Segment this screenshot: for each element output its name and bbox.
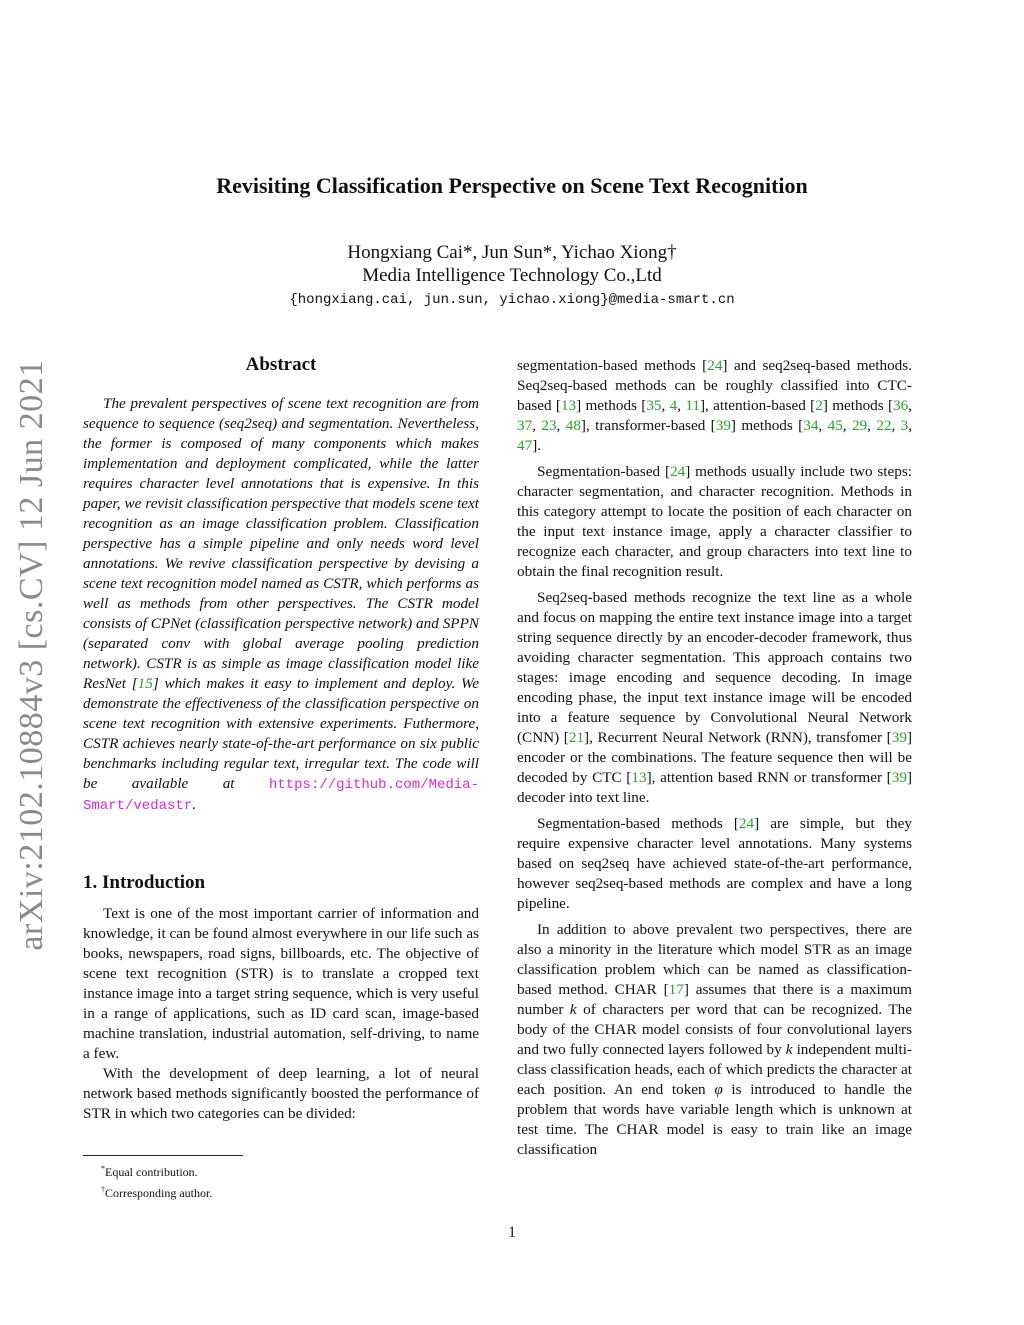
right-paragraph-4: Segmentation-based methods [24] are simple, but they require expensive character level annotations. Many systems based on seq2seq have achieved state-of-the-art performance, however seq2seq-based methods are complex and have a long pipeline. xyxy=(517,815,912,912)
abstract-heading: Abstract xyxy=(245,354,317,375)
citation-link[interactable]: 22 xyxy=(876,417,892,434)
page-number: 1 xyxy=(508,1224,516,1241)
citation-link[interactable]: 34 xyxy=(803,417,819,434)
affiliation: Media Intelligence Technology Co.,Ltd xyxy=(362,265,662,286)
footnote-corresponding-author: †Corresponding author. xyxy=(101,1185,213,1200)
citation-link[interactable]: 24 xyxy=(707,357,723,374)
author-list: Hongxiang Cai*, Jun Sun*, Yichao Xiong† xyxy=(347,242,677,263)
math-k: k xyxy=(785,1041,793,1058)
citation-link[interactable]: 17 xyxy=(668,981,684,998)
citation-link[interactable]: 23 xyxy=(541,417,557,434)
right-paragraph-5: In addition to above prevalent two perspectives, there are also a minority in the literature which model STR as an image classification problem which can be named as classification-based method. CHAR [17] assumes that there is a maximum number k of characters per word that can be recognized. The body of the CHAR model consists of four convolutional layers and two fully connected layers followed by k independent multi-class classification heads, each of which predicts the character at each position. An end token φ is introduced to handle the problem that words have variable length which is unknown at test time. The CHAR model is easy to train like an image classification xyxy=(517,921,912,1158)
right-paragraph-2: Segmentation-based [24] methods usually include two steps: character segmentation, and character recognition. Methods in this category attempt to locate the position of each character on the input text instance image, apply a character classifier to recognize each character, and group characters into text line to obtain the final recognition result. xyxy=(517,463,912,580)
citation-link[interactable]: 3 xyxy=(900,417,909,434)
paper-title: Revisiting Classification Perspective on Scene Text Recognition xyxy=(216,173,808,198)
intro-paragraph-1: Text is one of the most important carrier of information and knowledge, it can be found almost everywhere in our life such as books, newspapers, road signs, billboards, etc. The objective of scene text recognition (STR) is to translate a cropped text instance image into a target string sequence, which is very useful in a range of applications, such as ID card scan, image-based machine translation, industrial automation, self-driving, to name a few. xyxy=(83,905,479,1062)
citation-link[interactable]: 15 xyxy=(137,675,153,692)
footnote-equal-contribution: *Equal contribution. xyxy=(101,1164,198,1179)
citation-link[interactable]: 37 xyxy=(517,417,533,434)
citation-link[interactable]: 2 xyxy=(815,397,823,414)
citation-link[interactable]: 45 xyxy=(827,417,843,434)
citation-link[interactable]: 21 xyxy=(568,729,585,746)
citation-link[interactable]: 4 xyxy=(669,397,678,414)
abstract-text: The prevalent perspectives of scene text recognition are from sequence to sequence (seq2seq) and segmentation. Nevertheless, the former is composed of many components which makes implementation and deployment complicated, while the latter requires character level annotations that is expensive. In this paper, we revisit classification perspective that models scene text recognition as an image classification problem. Classification perspective has a simple pipeline and only needs word level annotations. We revive classification perspective by devising a scene text recognition model named as CSTR, which performs as well as methods from other perspectives. The CSTR model consists of CPNet (classification perspective network) and SPPN (separated conv with global average pooling prediction network). CSTR is as simple as image classification model like ResNet [15] which makes it easy to implement and deploy. We demonstrate the effectiveness of the classification perspective on scene text recognition with extensive experiments. Futhermore, CSTR achieves nearly state-of-the-art performance on six public benchmarks including regular text, irregular text. The code will be available at https://github.com/Media-Smart/vedastr. xyxy=(83,395,479,814)
arxiv-stamp xyxy=(12,355,52,955)
citation-link[interactable]: 47 xyxy=(517,437,533,454)
footnotes xyxy=(83,1160,479,1202)
intro-paragraph-2: With the development of deep learning, a lot of neural network based methods significantly boosted the performance of STR in which two categories can be divided: xyxy=(83,1065,479,1122)
right-paragraph-1: segmentation-based methods [24] and seq2seq-based methods. Seq2seq-based methods can be roughly classified into CTC-based [13] methods [35, 4, 11], attention-based [2] methods [36, 37, 23, 48], transformer-based [39] methods [34, 45, 29, 22, 3, 47]. xyxy=(517,357,913,454)
citation-link[interactable]: 13 xyxy=(631,769,647,786)
section-heading-introduction: 1. Introduction xyxy=(83,872,206,893)
right-column xyxy=(517,356,912,1160)
footnote-divider xyxy=(83,1155,243,1156)
citation-link[interactable]: 24 xyxy=(738,815,755,832)
arxiv-stamp-text: arXiv:2102.10884v3 [cs.CV] 12 Jun 2021 xyxy=(13,359,50,951)
citation-link[interactable]: 13 xyxy=(560,397,577,414)
citation-link[interactable]: 35 xyxy=(646,397,662,414)
code-url-link[interactable]: https://github.com/Media-Smart/vedastr xyxy=(83,777,479,814)
citation-link[interactable]: 39 xyxy=(891,769,907,786)
citation-link[interactable]: 24 xyxy=(670,463,686,480)
citation-link[interactable]: 36 xyxy=(893,397,909,414)
author-emails: {hongxiang.cai, jun.sun, yichao.xiong}@media-smart.cn xyxy=(289,292,735,308)
citation-link[interactable]: 48 xyxy=(565,417,581,434)
math-k: k xyxy=(569,1001,577,1018)
citation-link[interactable]: 11 xyxy=(685,397,700,414)
citation-link[interactable]: 39 xyxy=(715,417,731,434)
math-phi: φ xyxy=(714,1081,723,1098)
citation-link[interactable]: 39 xyxy=(891,729,907,746)
right-paragraph-3: Seq2seq-based methods recognize the text line as a whole and focus on mapping the entire text instance image into a target string sequence directly by an encoder-decoder framework, thus avoiding character segmentation. This approach contains two stages: image encoding and sequence decoding. In image encoding phase, the input text instance image will be encoded into a feature sequence by Convolutional Neural Network (CNN) [21], Recurrent Neural Network (RNN), transfomer [39] encoder or the combinations. The feature sequence then will be decoded by CTC [13], attention based RNN or transformer [39] decoder into text line. xyxy=(517,589,912,806)
citation-link[interactable]: 29 xyxy=(851,417,868,434)
left-column xyxy=(83,352,479,1124)
abstract-section xyxy=(83,352,479,816)
